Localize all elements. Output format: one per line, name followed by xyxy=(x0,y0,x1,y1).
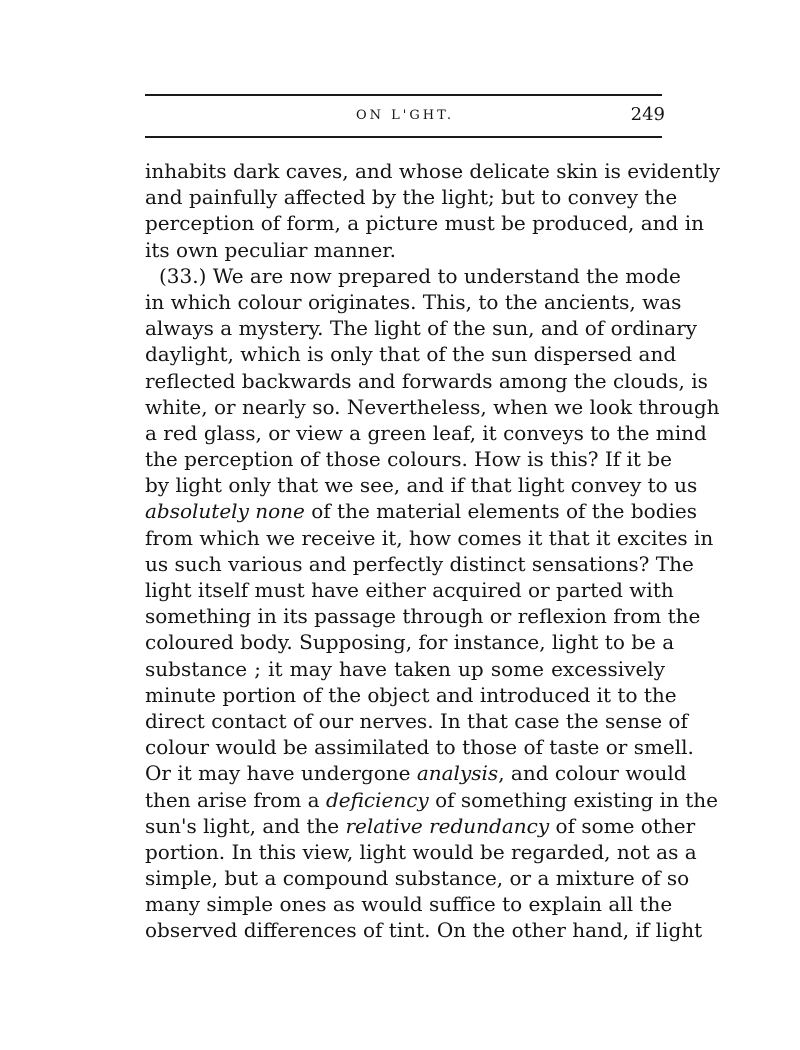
text-line: daylight, which is only that of the sun dispersed and xyxy=(145,342,677,367)
text-line: portion. In this view, light would be regarded, not as a xyxy=(145,839,697,864)
text-line: from which we receive it, how comes it that it excites in xyxy=(145,525,714,550)
text-line: and painfully affected by the light; but to convey the xyxy=(145,185,678,210)
running-header xyxy=(145,104,665,132)
text-line: its own peculiar manner. xyxy=(145,237,397,262)
text-line: a red glass, or view a green leaf, it conveys to the mind xyxy=(145,420,707,445)
emphasis: relative redundancy xyxy=(345,813,550,838)
text-line: substance ; it may have taken up some excessively xyxy=(145,656,665,681)
running-title: ON L'GHT. xyxy=(356,108,454,123)
text-line: the perception of those colours. How is this? If it be xyxy=(145,447,672,472)
text-line: reflected backwards and forwards among the clouds, is xyxy=(145,368,708,393)
header-rule-top xyxy=(145,94,662,96)
text-line: absolutely none of the material elements of the bodies xyxy=(145,499,698,524)
text-line: then arise from a deficiency of something existing in the xyxy=(145,787,718,812)
text-line: white, or nearly so. Nevertheless, when we look through xyxy=(145,394,720,419)
emphasis: analysis xyxy=(416,761,499,786)
text-line: in which colour originates. This, to the ancients, was xyxy=(145,289,682,314)
text-line: inhabits dark caves, and whose delicate skin is evidently xyxy=(145,159,721,183)
text-line: light itself must have either acquired or parted with xyxy=(145,578,674,602)
text-line: direct contact of our nerves. In that case the sense of xyxy=(145,708,688,733)
text-line: perception of form, a picture must be produced, and in xyxy=(145,211,704,236)
body-text xyxy=(145,158,721,944)
text-line: sun's light, and the relative redundancy of some other xyxy=(145,813,696,838)
text-line: minute portion of the object and introduced it to the xyxy=(145,682,677,707)
text-line: observed differences of tint. On the other hand, if light xyxy=(145,918,703,943)
text-line: Or it may have undergone analysis, and colour would xyxy=(145,761,687,786)
page-number: 249 xyxy=(630,104,665,125)
text-line: always a mystery. The light of the sun, and of ordinary xyxy=(145,316,698,341)
text-line: colour would be assimilated to those of taste or smell. xyxy=(145,735,694,760)
emphasis: deficiency xyxy=(325,787,429,812)
emphasis: absolutely none xyxy=(145,499,305,524)
header-rule-bottom xyxy=(145,136,662,138)
text-line: coloured body. Supposing, for instance, light to be a xyxy=(145,630,675,655)
text-line: simple, but a compound substance, or a mixture of so xyxy=(145,866,690,891)
text-line: many simple ones as would suffice to explain all the xyxy=(145,892,673,917)
text-line: something in its passage through or reflexion from the xyxy=(145,604,701,629)
text-line: by light only that we see, and if that light convey to us xyxy=(145,473,698,498)
text-line: us such various and perfectly distinct sensations? The xyxy=(145,551,694,576)
paragraph-start-line: (33.) We are now prepared to understand the mode xyxy=(159,263,681,288)
